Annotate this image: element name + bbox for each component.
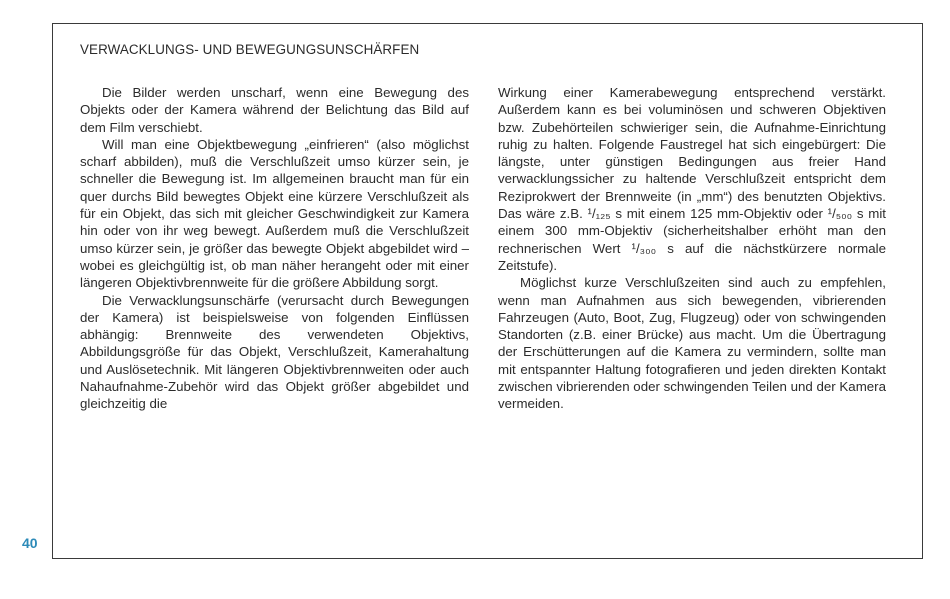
- paragraph: Möglichst kurze Verschlußzeiten sind auch zu empfehlen, wenn man Aufnahmen aus sich bewegenden, vibrierenden Fahrzeugen (Auto, Boot, Zug, Flugzeug) oder von schwingenden Standorten (z.B. einer Brücke) aus macht. Um die Übertragung der Erschütterungen auf die Kamera zu vermindern, sollte man mit entspannter Haltung fotografieren und jeden direkten Kontakt zwischen vibrierenden oder schwingenden Teilen und der Kamera vermeiden.: [498, 275, 886, 412]
- paragraph: Die Bilder werden unscharf, wenn eine Bewegung des Objekts oder der Kamera während der Belichtung das Bild auf dem Film verschiebt.: [80, 85, 469, 135]
- right-text-column: [498, 84, 886, 413]
- section-heading: VERWACKLUNGS- UND BEWEGUNGSUNSCHÄRFEN: [80, 42, 420, 57]
- paragraph-continued: Wirkung einer Kamerabewegung entsprechend verstärkt. Außerdem kann es bei voluminösen und schweren Objektiven bzw. Zubehörteilen schwieriger sein, die Aufnahme-Einrichtung ruhig zu halten. Folgende Faustregel hat sich eingebürgert: Die längste, unter günstigen Bedingungen aus freier Hand verwacklungssicher zu haltende Verschlußzeit entspricht dem Reziprokwert der Brennweite (in „mm“) des benutzten Objektivs. Das wäre z.B. ¹/₁₂₅ s mit einem 125 mm-Objektiv oder ¹/₅₀₀ s mit einem 300 mm-Objektiv (sicherheitshalber erhöht man den rechnerischen Wert ¹/₃₀₀ s auf die nächstkürzere normale Zeitstufe).: [498, 85, 886, 273]
- paragraph: Will man eine Objektbewegung „einfrieren“ (also möglichst scharf abbilden), muß die Verschlußzeit umso kürzer sein, je schneller die Bewegung ist. Im allgemeinen braucht man für ein quer durchs Bild bewegtes Objekt eine kürzere Verschlußzeit als für ein Objekt, das sich mit gleicher Geschwindigkeit zur Kamera hin oder von ihr weg bewegt. Außerdem muß die Verschlußzeit umso kürzer sein, je größer das bewegte Objekt abgebildet wird – wobei es gleichgültig ist, ob man näher herangeht oder mit einer längeren Objektivbrennweite für die größere Abbildung sorgt.: [80, 136, 469, 291]
- paragraph: Die Verwacklungsunschärfe (verursacht durch Bewegungen der Kamera) ist beispielsweise von folgenden Einflüssen abhängig: Brennweite des verwendeten Objektivs, Abbildungsgröße für das Objekt, Verschlußzeit, Kamerahaltung und Auslösetechnik. Mit längeren Objektivbrennweiten oder auch Nahaufnahme-Zubehör wird das Objekt größer abgebildet und gleichzeitig die: [80, 292, 469, 412]
- left-text-column: [80, 84, 469, 413]
- page-number: 40: [22, 535, 38, 551]
